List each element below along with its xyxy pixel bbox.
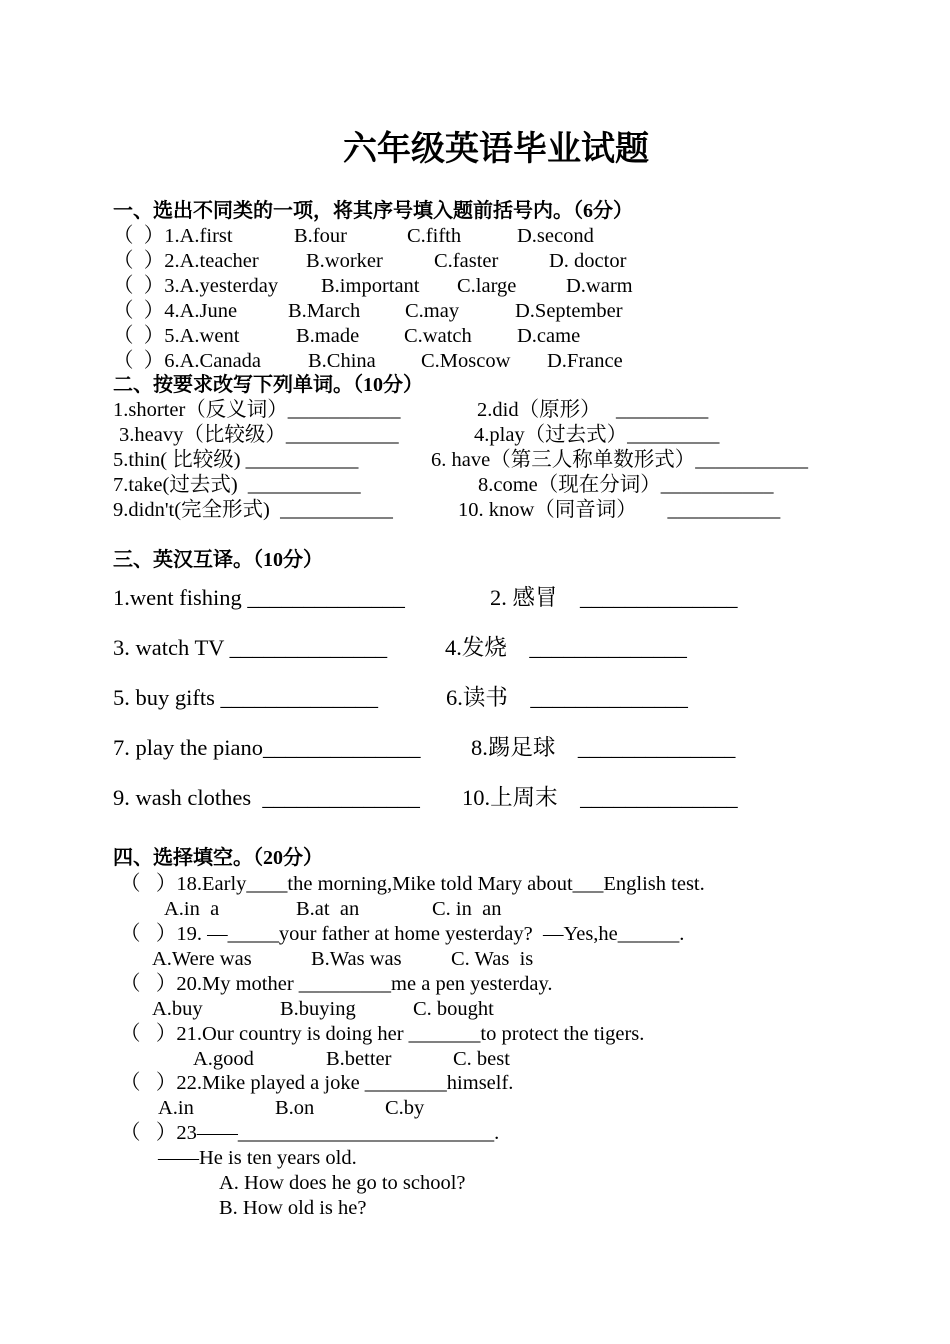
dialogue-answer: ——He is ten years old.	[158, 1147, 357, 1169]
option-b: B. How old is he?	[219, 1197, 367, 1219]
rewrite-item: 7.take(过去式) ___________	[113, 474, 361, 496]
option-b: B.worker	[306, 250, 383, 272]
option-d: D.France	[547, 350, 623, 372]
option-c: C.faster	[434, 250, 499, 272]
option-b: B.March	[288, 300, 361, 322]
option-b: B.buying	[280, 998, 356, 1020]
translate-item: 4.发烧 ______________	[445, 635, 687, 660]
rewrite-item: 8.come（现在分词）___________	[478, 474, 774, 496]
option-a: A.buy	[152, 998, 203, 1020]
translate-item: 9. wash clothes ______________	[113, 785, 420, 810]
option-b: B.important	[321, 275, 420, 297]
option-c: C. Was is	[451, 948, 534, 970]
rewrite-item: 1.shorter（反义词）___________	[113, 399, 401, 421]
question-text: （ ）21.Our country is doing her _______to protect the tigers.	[120, 1023, 645, 1045]
question-text: （ ）19. —_____your father at home yesterday? —Yes,he______.	[120, 923, 685, 945]
rewrite-item: 9.didn't(完全形式) ___________	[113, 499, 393, 521]
section-4-heading: 四、选择填空。（20分）	[113, 847, 323, 869]
option-d: D.warm	[566, 275, 633, 297]
section-1-heading: 一、选出不同类的一项，将其序号填入题前括号内。（6分）	[113, 200, 633, 222]
option-c: C.watch	[404, 325, 472, 347]
translate-item: 8.踢足球 ______________	[471, 735, 736, 760]
option-c: C.Moscow	[421, 350, 511, 372]
translate-item: 10.上周末 ______________	[462, 785, 738, 810]
rewrite-item: 4.play（过去式）_________	[474, 424, 720, 446]
translate-item: 6.读书 ______________	[446, 685, 688, 710]
option-a: A.in	[158, 1097, 194, 1119]
translate-item: 2. 感冒 ______________	[490, 585, 738, 610]
question-text: （ ）2.A.teacher	[113, 250, 259, 272]
rewrite-item: 3.heavy（比较级）___________	[119, 424, 399, 446]
option-d: D. doctor	[549, 250, 627, 272]
question-text: （ ）6.A.Canada	[113, 350, 262, 372]
option-b: B.on	[275, 1097, 315, 1119]
option-c: C. bought	[413, 998, 494, 1020]
rewrite-item: 10. know（同音词） ___________	[458, 499, 781, 521]
option-c: C.may	[405, 300, 460, 322]
option-a: A.in a	[164, 898, 220, 920]
question-text: （ ）20.My mother _________me a pen yesterday.	[120, 973, 553, 995]
option-b: B.better	[326, 1048, 392, 1070]
question-text: （ ）4.A.June	[113, 300, 238, 322]
rewrite-item: 5.thin( 比较级) ___________	[113, 449, 359, 471]
option-c: C. in an	[432, 898, 502, 920]
option-d: D.came	[517, 325, 581, 347]
rewrite-item: 6. have（第三人称单数形式）___________	[431, 449, 808, 471]
question-text: （ ）23——_________________________.	[120, 1122, 500, 1144]
option-c: C.large	[457, 275, 517, 297]
rewrite-item: 2.did（原形） _________	[477, 399, 709, 421]
option-a: A.Were was	[152, 948, 252, 970]
option-b: B.made	[296, 325, 360, 347]
option-b: B.China	[308, 350, 376, 372]
section-3-heading: 三、英汉互译。（10分）	[113, 549, 323, 571]
option-b: B.at an	[296, 898, 360, 920]
question-text: （ ）18.Early____the morning,Mike told Mary about___English test.	[120, 873, 705, 895]
option-b: B.four	[294, 225, 347, 247]
option-c: C.by	[385, 1097, 425, 1119]
option-c: C.fifth	[407, 225, 462, 247]
question-text: （ ）5.A.went	[113, 325, 240, 347]
option-d: D.September	[515, 300, 623, 322]
translate-item: 3. watch TV ______________	[113, 635, 388, 660]
section-2-heading: 二、按要求改写下列单词。（10分）	[113, 374, 423, 396]
option-c: C. best	[453, 1048, 510, 1070]
translate-item: 7. play the piano______________	[113, 735, 421, 760]
option-d: D.second	[517, 225, 594, 247]
translate-item: 1.went fishing ______________	[113, 585, 405, 610]
page-title: 六年级英语毕业试题	[343, 131, 649, 168]
question-text: （ ）1.A.first	[113, 225, 233, 247]
question-text: （ ）3.A.yesterday	[113, 275, 279, 297]
translate-item: 5. buy gifts ______________	[113, 685, 379, 710]
option-b: B.Was was	[311, 948, 402, 970]
option-a: A.good	[193, 1048, 254, 1070]
question-text: （ ）22.Mike played a joke ________himself.	[120, 1072, 514, 1094]
option-a: A. How does he go to school?	[219, 1172, 466, 1194]
